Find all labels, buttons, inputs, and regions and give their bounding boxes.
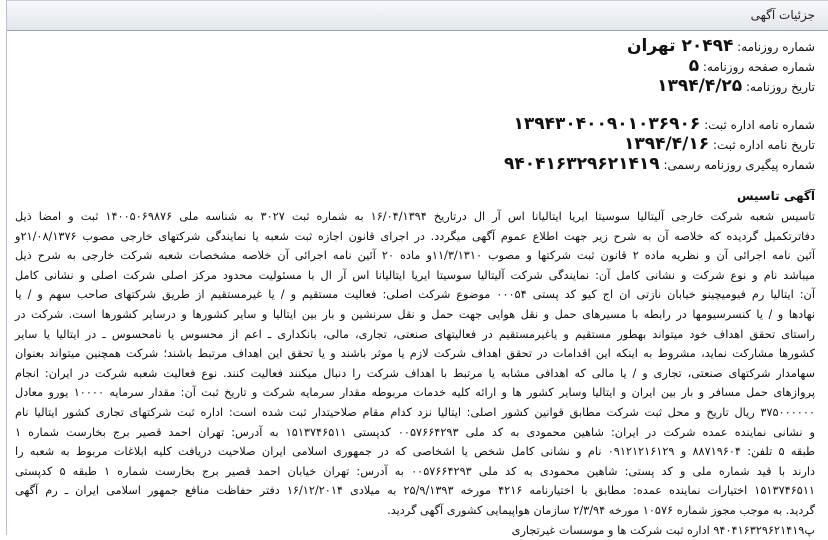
panel-title: جزئیات آگهی <box>751 8 815 22</box>
newspaper-page-label: شماره صفحه روزنامه: <box>703 60 815 74</box>
panel-header <box>7 0 828 31</box>
notice-line: سهامدار شرکتهای صنعتی، تجاری و / یا مالی که اهدافی مشابه یا مرتبط با اهداف شرکت را دنبال میکنند فعالیت کنند. نوع فعالیت شعبه شرکت در ایران: انجام <box>15 364 815 384</box>
notice-line: دفاترتکمیل گردیده که خلاصه آن به شرح زیر جهت اطلاع عموم آگهی میگردد. در اجرای قانون اجازه ثبت شعبه یا نمایندگی شرکتهای خارجی مصوب ۲۱/۰۸/۱۳۷۶و <box>15 227 815 247</box>
notice-line: گردید. به موجب مجوز شماره ۱۰۵۷۶ مورخه ۲/۳/۹۴ سازمان هواپیمایی کشوری آگهی گردید. <box>15 501 815 521</box>
notice-line: طبقه ۵ تلفن: ۸۸۷۱۹۶۰۴ و ۰۹۱۲۱۲۱۶۱۲۹ نام و نشانی کامل شخص یا اشخاصی که در جمهوری اسلامی ایران صلاحیت دریافت کلیه ابلاغات مربوط به شعبه را <box>15 442 815 462</box>
registry-letter-number-row <box>504 114 815 134</box>
newspaper-info <box>627 36 815 96</box>
notice-line: میباشد نام و نوع شرکت و نشانی کامل آن: نمایندگی شرکت آلیتالیا سوسیتا ایریا ایتالیانا اس آر ال با مسئولیت محدود مرکز اصلی شرکت اصلی و نشانی کامل <box>15 266 815 286</box>
tracking-number-label: شماره پیگیری روزنامه رسمی: <box>664 158 815 172</box>
notice-line: ۳۷۵۰۰۰۰۰۰ ریال تاریخ و محل ثبت شرکت مطابق قوانین کشور اصلی: ایتالیا نزد کدام مقام صلاحیتدار ثبت شده است: اداره ثبت شرکتهای تجاری کشور ایتالیا نام <box>15 403 815 423</box>
registry-letter-date-label: تاریخ نامه اداره ثبت: <box>713 138 815 152</box>
notice-line: پ۹۴۰۴۱۶۳۲۹۶۲۱۴۱۹ اداره ثبت شرکت ها و موسسات غیرتجاری <box>15 521 815 540</box>
registry-letter-date-value: ۱۳۹۴/۴/۱۶ <box>624 134 709 154</box>
newspaper-number-row <box>627 36 815 56</box>
newspaper-date-value: ۱۳۹۴/۴/۲۵ <box>657 76 742 96</box>
newspaper-date-label: تاریخ روزنامه: <box>746 80 815 94</box>
notice-body <box>15 207 815 540</box>
notice-line: تاسیس شعبه شرکت خارجی آلیتالیا سوسیتا ایریا ایتالیانا اس آر ال درتاریخ ۱۶/۰۴/۱۳۹۴ به شماره ثبت ۳۰۲۷ به شناسه ملی ۱۴۰۰۵۰۶۹۸۷۶ ثبت و امضا ذیل <box>15 207 815 227</box>
registry-letter-date-row <box>504 134 815 154</box>
newspaper-page-value: ۵ <box>689 56 699 76</box>
notice-line: آن: ایتالیا رم فیومیچینو خیابان نازتی ان اج کیو کد پستی ۰۰۰۵۴ موضوع شرکت اصلی: فعالیت مستقیم و / یا غیرمستقیم از طریق شرکتهای صاحب سهم و / یا <box>15 285 815 305</box>
notice-line: نهادها و / یا کنسرسیومها در رابطه با مسیرهای حمل و نقل هوایی جهت حمل و نقل سرنشین و بار بین ایتالیا و سایر کشورها و درسایر کشورها است. شرکت در <box>15 305 815 325</box>
tracking-number-value: ۹۴۰۴۱۶۳۲۹۶۲۱۴۱۹ <box>504 154 660 174</box>
tracking-number-row <box>504 154 815 174</box>
notice-line: ۱۵۱۳۷۴۶۵۱۱ اختیارات نماینده عمده: مطابق با اختیارنامه ۴۲۱۶ مورخه ۲۵/۹/۱۳۹۳ به میلادی ۱۶/۱۲/۲۰۱۴ دفتر حفاظت منافع جمهور اسلامی ایران ـ رم آگهی <box>15 481 815 501</box>
ad-details-panel <box>6 0 828 535</box>
registry-letter-number-label: شماره نامه اداره ثبت: <box>704 118 815 132</box>
notice-line: پروازهای حمل مسافر و بار بین ایران و ایتالیا وسایر کشور ها و ارائه کلیه خدمات مربوطه مقدار سرمایه شرکت و تاریخ ثبت آن: مقدار سرمایه ۱۰۰۰۰ یورو معادل <box>15 383 815 403</box>
newspaper-page-row <box>627 56 815 76</box>
notice-line: و نشانی نماینده عمده شرکت در ایران: شاهین محمودی به کد ملی ۰۰۵۷۶۶۴۲۹۳ کدپستی ۱۵۱۳۷۴۶۵۱۱ به آدرس: تهران احمد قصیر برج بخارست شماره ۱ <box>15 423 815 443</box>
newspaper-number-value: ۲۰۴۹۴ تهران <box>627 36 733 56</box>
notice-line: کشورها مشارکت نماید، مشروط به اینکه این اقدامات در تحقق اهداف شرکت لازم یا موثر باشند و یا تحقق این اهداف مرتبط باشند؛ شرکت همچنین میتواند بعنوان <box>15 344 815 364</box>
newspaper-date-row <box>627 76 815 96</box>
notice-title: آگهی تاسیس <box>737 189 815 203</box>
notice-line: آئین نامه اجرائی آن و نظریه ماده ۲ قانون ثبت شرکتها و مصوب ۱۱/۳/۱۳۱۰و ماده ۲۰ آئین نامه اجرائی آن خلاصه مشخصات شعبه شرکت خارجی به شرح ذیل <box>15 246 815 266</box>
notice-line: دارند با قید شماره ملی و کد پستی: شاهین محمودی به کد ملی ۰۰۵۷۶۶۴۲۹۳ به آدرس: تهران خیابان احمد قصیر برج بخارست شماره ۱ طبقه ۵ کدپستی <box>15 462 815 482</box>
registry-letter-number-value: ۱۳۹۴۳۰۴۰۰۹۰۱۰۳۶۹۰۶ <box>513 114 700 134</box>
registry-info <box>504 114 815 174</box>
notice-line: راستای تحقق اهداف خود میتواند بهطور مستقیم و یاغیرمستقیم در فعالیتهای صنعتی، تجاری، مالی، بانکداری ـ اعم از محسوس یا نامحسوس ـ در ایتالیا یا سایر <box>15 325 815 345</box>
newspaper-number-label: شماره روزنامه: <box>737 40 815 54</box>
